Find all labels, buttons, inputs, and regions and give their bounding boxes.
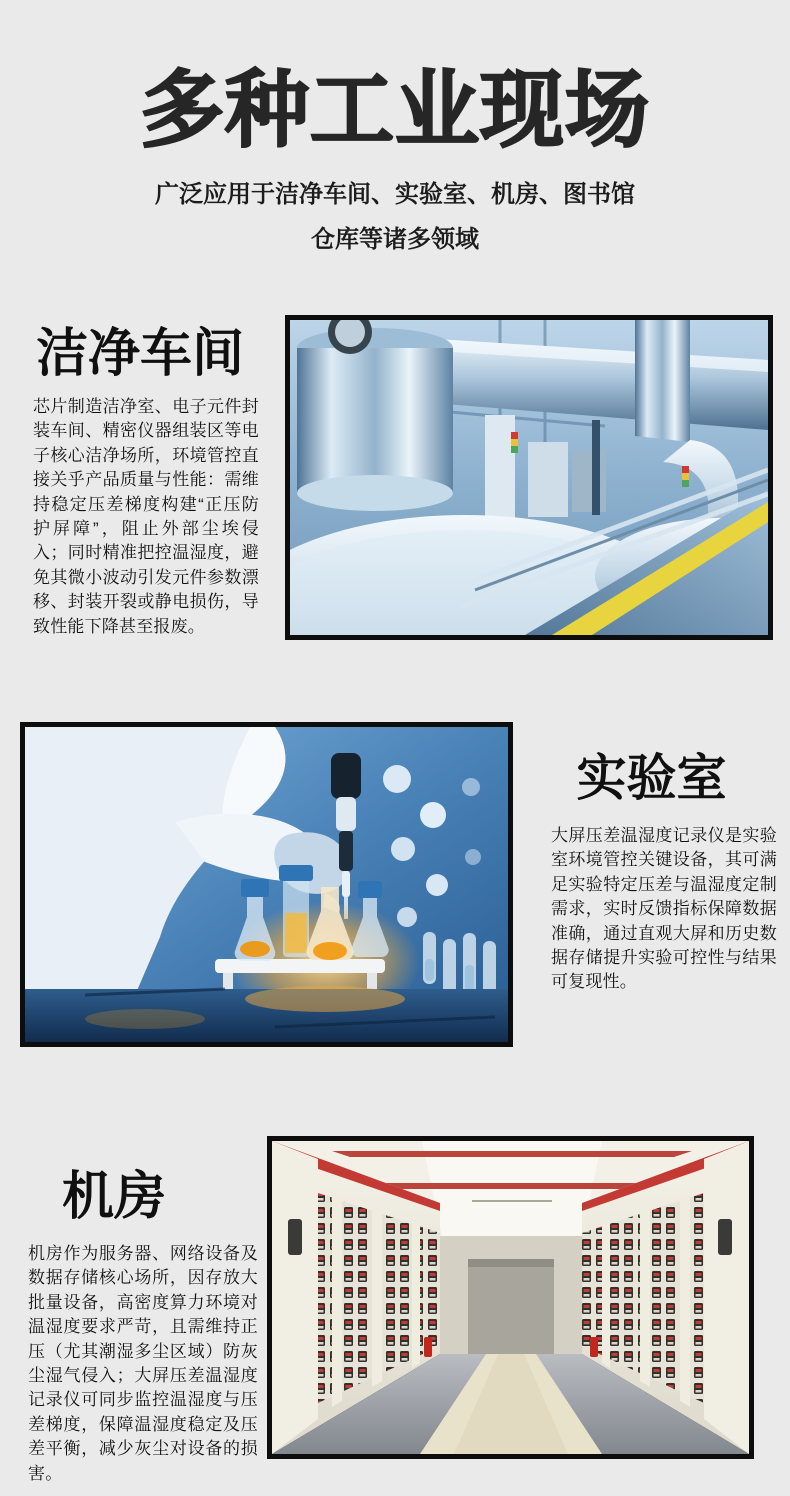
laboratory-illustration — [25, 727, 508, 1042]
machine-room-illustration — [272, 1141, 749, 1454]
clean-workshop-photo — [285, 315, 773, 640]
page-subtitle-line1: 广泛应用于洁净车间、实验室、机房、图书馆 — [155, 181, 635, 208]
laboratory-photo — [20, 722, 513, 1047]
page-subtitle-line2: 仓库等诸多领域 — [311, 226, 479, 253]
section-body-clean-workshop: 芯片制造洁净室、电子元件封装车间、精密仪器组装区等电子核心洁净场所，环境管控直接关乎产品质量与性能：需维持稳定压差梯度构建“正压防护屏障”，阻止外部尘埃侵入；同时精准把控温湿度，避免其微小波动引发元件参数漂移、封装开裂或静电损伤，导致性能下降甚至报废。 — [33, 397, 259, 636]
page-title: 多种工业现场 — [139, 63, 650, 157]
section-body-laboratory: 大屏压差温湿度记录仪是实验室环境管控关键设备，其可满足实验特定压差与温湿度定制需求，实时反馈指标保障数据准确，通过直观大屏和历史数据存储提升实验可控性与结果可复现性。 — [551, 826, 777, 992]
section-body-machine-room: 机房作为服务器、网络设备及数据存储核心场所，因存放大批量设备，高密度算力环境对温湿度要求严苛，且需维持正压（尤其潮湿多尘区域）防灰尘湿气侵入；大屏压差温湿度记录仪可同步监控温湿度与压差梯度，保障温湿度稳定及压差平衡，减少灰尘对设备的损害。 — [28, 1244, 258, 1483]
machine-room-photo — [267, 1136, 754, 1459]
section-title-laboratory: 实验室 — [576, 750, 727, 806]
clean-workshop-illustration — [290, 320, 768, 635]
section-title-clean-workshop: 洁净车间 — [36, 325, 245, 383]
section-title-machine-room: 机房 — [62, 1168, 167, 1226]
